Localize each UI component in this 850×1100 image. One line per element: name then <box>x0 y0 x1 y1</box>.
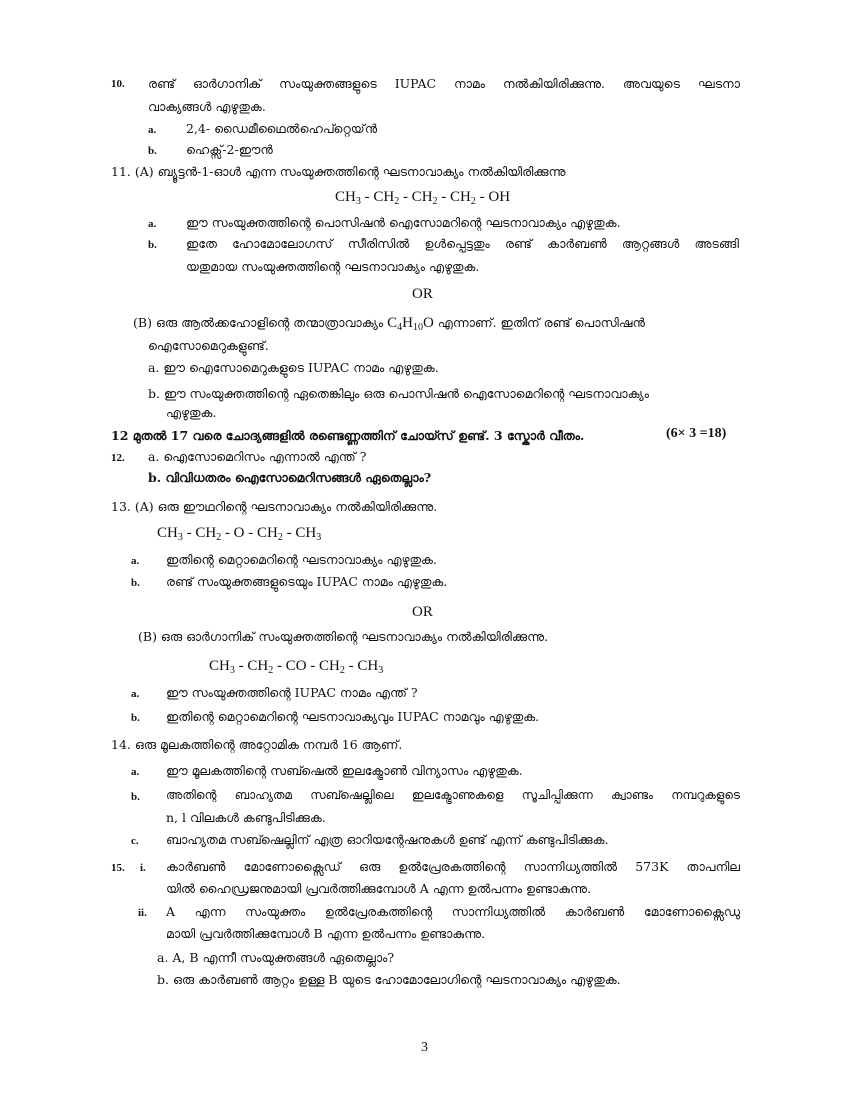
q13a-text: ഇതിന്റെ മെറ്റാമെറിന്റെ ഘടനാവാക്യം എഴുതുക. <box>166 552 437 567</box>
q13b-label: b. <box>131 577 140 589</box>
q13Ba-text: ഈ സംയുക്തത്തിന്റെ IUPAC നാമം എന്ത് ? <box>166 685 418 700</box>
q13Bb-text: ഇതിന്റെ മെറ്റാമെറിന്റെ ഘടനാവാക്യവും IUPAC നാമവും എഴുതുക. <box>166 709 540 724</box>
q11Ba-text: a. ഈ ഐസോമെറുകളുടെ IUPAC നാമം എഴുതുക. <box>148 360 439 375</box>
q14a-text: ഈ മൂലകത്തിന്റെ സബ്ഷെൽ ഇലക്ട്രോൺ വിന്യാസം എഴുതുക. <box>166 763 523 778</box>
q15-number: 15. <box>111 862 125 874</box>
q11b-text-line2: യതുമായ സംയുക്തത്തിന്റെ ഘടനാവാക്യം എഴുതുക. <box>186 259 480 274</box>
q13a-label: a. <box>131 555 140 567</box>
q11B-text-line2: ഐസോമെറുകളുണ്ട്. <box>148 338 269 353</box>
q13-text-line1: 13. (A) ഒരു ഈഥറിന്റെ ഘടനാവാക്യം നൽകിയിരിക്കുന്നു. <box>111 499 438 514</box>
q15i-text-line1: കാർബൺ മോണോക്സൈഡ് ഒരു ഉൽപ്രേരകത്തിന്റെ സാന്നിധ്യത്തിൽ 573K താപനില <box>166 859 740 874</box>
q11a-text: ഈ സംയുക്തത്തിന്റെ പൊസിഷൻ ഐസോമറിന്റെ ഘടനാവാക്യം എഴുതുക. <box>186 215 621 230</box>
q14b-label: b. <box>131 791 140 803</box>
q11B-text-line1: (B) ഒരു ആൽക്കഹോളിന്റെ തന്മാത്രാവാക്യം $C_4H_{10}O$ എന്നാണ്. ഇതിന് രണ്ട് പൊസിഷൻ <box>133 315 645 333</box>
q13B-formula: $CH_3 - CH_2$ - CO - $CH_2 - CH_3$ <box>209 658 384 676</box>
q14b-text-line2: n, l വിലകൾ കണ്ടുപിടിക്കുക. <box>166 810 326 825</box>
q11Bb-text-line1: b. ഈ സംയുക്തത്തിന്റെ ഏതെങ്കിലും ഒരു പൊസിഷൻ ഐസോമെറിന്റെ ഘടനാവാക്യം <box>148 386 649 401</box>
q14b-text-line1: അതിന്റെ ബാഹ്യതമ സബ്ഷെല്ലിലെ ഇലക്ട്രോണുകളെ സൂചിപ്പിക്കുന്ന ക്വാണ്ടം നമ്പറുകളുടെ <box>166 788 740 802</box>
q11-formula: $CH_3 - CH_2 - CH_2 - CH_2$ - OH <box>335 189 511 207</box>
q10b-label: b. <box>148 145 157 157</box>
q14c-label: c. <box>131 835 139 847</box>
q15i-label: i. <box>140 862 146 874</box>
q10-text-line1: രണ്ട് ഓർഗാനിക് സംയുക്തങ്ങളുടെ IUPAC നാമം നൽകിയിരിക്കുന്നു. അവയുടെ ഘടനാ <box>148 76 740 91</box>
q13Ba-label: a. <box>131 688 140 700</box>
q14c-text: ബാഹ്യതമ സബ്ഷെല്ലിന് എത്ര ഓറിയന്റേഷനുകൾ ഉണ്ട് എന്ന് കണ്ടുപിടിക്കുക. <box>166 832 609 847</box>
q12b-text: b. വിവിധതരം ഐസോമെറിസങ്ങൾ ഏതെല്ലാം? <box>148 470 432 485</box>
q11Bb-text-line2: എഴുതുക. <box>166 405 217 420</box>
q12a-text: a. ഐസോമെറിസം എന്നാൽ എന്ത് ? <box>148 449 367 464</box>
q11b-label: b. <box>148 239 157 251</box>
section-marks: (6× 3 =18) <box>666 426 727 441</box>
q10-text-line2: വാക്യങ്ങൾ എഴുതുക. <box>148 99 266 114</box>
q15i-text-line2: യിൽ ഹൈഡ്രജനുമായി പ്രവർത്തിക്കുമ്പോൾ A എന്ന ഉൽപന്നം ഉണ്ടാകുന്നു. <box>166 881 592 896</box>
q14a-label: a. <box>131 766 140 778</box>
q15b-text: b. ഒരു കാർബൺ ആറ്റം ഉള്ള B യുടെ ഹോമോലോഗിന്റെ ഘടനാവാക്യം എഴുതുക. <box>157 972 621 987</box>
q15ii-text-line1: A എന്ന സംയുക്തം ഉൽപ്രേരകത്തിന്റെ സാന്നിധ്യത്തിൽ കാർബൺ മോണോക്സൈഡു <box>166 904 740 919</box>
q14-text-line1: 14. ഒരു മൂലകത്തിന്റെ അറ്റോമിക നമ്പർ 16 ആണ്. <box>111 737 403 752</box>
q10a-text: 2,4- ഡൈമീഥൈൽഹെപ്റ്റെയ്ൻ <box>186 121 378 136</box>
q11-text-line1: 11. (A) ബ്യൂട്ടൻ-1-ഓൾ എന്ന സംയുക്തത്തിന്റെ ഘടനാവാക്യം നൽകിയിരിക്കുന്നു <box>111 164 566 179</box>
q15ii-text-line2: മായി പ്രവർത്തിക്കുമ്പോൾ B എന്ന ഉൽപന്നം ഉണ്ടാകുന്നു. <box>166 926 486 941</box>
section-instruction: 12 മുതൽ 17 വരെ ചോദ്യങ്ങളിൽ രണ്ടെണ്ണത്തിന് ചോയ്സ് ഉണ്ട്. 3 സ്കോർ വീതം. <box>111 428 585 443</box>
q13b-text: രണ്ട് സംയുക്തങ്ങളുടെയും IUPAC നാമം എഴുതുക. <box>166 574 448 589</box>
q12-number: 12. <box>111 452 125 464</box>
q13-formula: $CH_3 - CH_2$ - O - $CH_2 - CH_3$ <box>157 525 322 543</box>
q11a-label: a. <box>148 218 157 230</box>
q13-or-divider: OR <box>412 604 433 620</box>
q11-or-divider: OR <box>412 286 433 302</box>
q13B-text-line1: (B) ഒരു ഓർഗാനിക് സംയുക്തത്തിന്റെ ഘടനാവാക്യം നൽകിയിരിക്കുന്നു. <box>138 629 549 644</box>
q10-number: 10. <box>111 78 125 90</box>
q11b-text-line1: ഇതേ ഹോമോലോഗസ് സീരിസിൽ ഉൾപ്പെട്ടതും രണ്ട് കാർബൺ ആറ്റങ്ങൾ അടങ്ങി <box>186 236 739 251</box>
page-number: 3 <box>421 1040 428 1055</box>
q15a-text: a. A, B എന്നീ സംയുക്തങ്ങൾ ഏതെല്ലാം? <box>157 950 395 965</box>
q10b-text: ഹെക്സ്-2-ഈൻ <box>186 142 273 157</box>
q10a-label: a. <box>148 124 157 136</box>
q13Bb-label: b. <box>131 712 140 724</box>
q15ii-label: ii. <box>138 907 147 919</box>
